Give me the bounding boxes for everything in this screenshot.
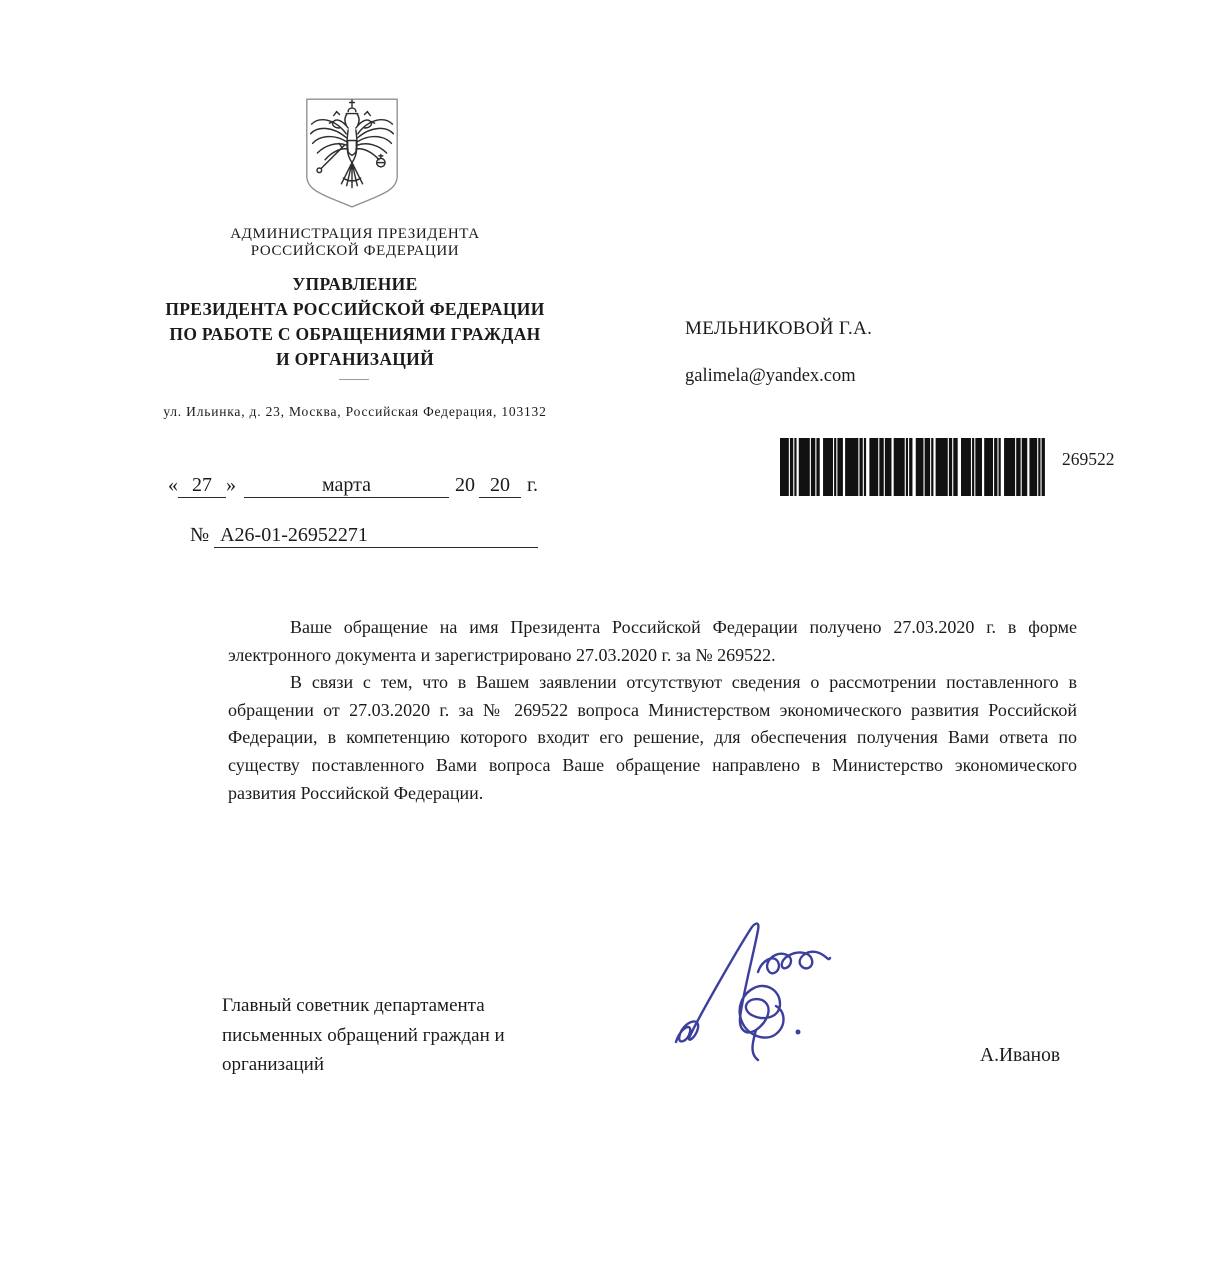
date-close-quote: » <box>226 474 236 496</box>
barcode-bar <box>972 438 974 496</box>
barcode-bar <box>916 438 924 496</box>
barcode-bar <box>936 438 948 496</box>
barcode-bar <box>885 438 892 496</box>
department-name-line1: УПРАВЛЕНИЕ <box>292 274 418 294</box>
department-name-line3: ПО РАБОТЕ С ОБРАЩЕНИЯМИ ГРАЖДАН <box>169 324 541 344</box>
barcode-bar <box>799 438 810 496</box>
barcode-bar <box>909 438 912 496</box>
reference-number-prefix: № <box>190 524 210 546</box>
barcode-bar <box>845 438 858 496</box>
barcode-bar <box>949 438 952 496</box>
letter-body <box>228 614 1077 807</box>
barcode-bar <box>975 438 982 496</box>
barcode-bar <box>869 438 878 496</box>
position-title-line3: организаций <box>222 1054 325 1075</box>
barcode-bar <box>906 438 908 496</box>
barcode-bar <box>984 438 993 496</box>
signature-image <box>662 912 847 1064</box>
signer-name: А.Иванов <box>980 1045 1061 1066</box>
date-suffix: г. <box>527 474 538 496</box>
barcode-number: 269522 <box>1062 449 1115 469</box>
barcode-bar <box>879 438 883 496</box>
barcode-bar <box>859 438 862 496</box>
barcode-bar <box>837 438 843 496</box>
date-open-quote: « <box>168 474 178 496</box>
body-paragraph-1: Ваше обращение на имя Президента Российской Федерации получено 27.03.2020 г. в форме электронного документа и зарегистрировано 27.03.2020 г. за № 269522. <box>228 617 1077 665</box>
barcode-bar <box>794 438 796 496</box>
barcode-bar <box>994 438 997 496</box>
barcode-bar <box>790 438 793 496</box>
barcode-bar <box>811 438 815 496</box>
letterhead-divider <box>339 379 369 380</box>
barcode-bar <box>953 438 957 496</box>
department-name-line2: ПРЕЗИДЕНТА РОССИЙСКОЙ ФЕДЕРАЦИИ <box>165 299 545 319</box>
signature-path <box>676 924 830 1060</box>
date-century: 20 <box>455 474 475 496</box>
organization-name <box>125 226 585 260</box>
barcode-bar <box>1016 438 1020 496</box>
barcode-bar <box>780 438 789 496</box>
date-year-value: 20 <box>479 474 521 498</box>
reference-number-value: А26-01-26952271 <box>214 524 538 548</box>
date-line <box>168 474 538 498</box>
organization-name-line1: АДМИНИСТРАЦИЯ ПРЕЗИДЕНТА <box>230 226 480 242</box>
organization-name-line2: РОССИЙСКОЙ ФЕДЕРАЦИИ <box>250 243 460 259</box>
coat-of-arms-icon <box>302 94 402 212</box>
position-title-line1: Главный советник департамента <box>222 995 485 1016</box>
barcode-bar <box>864 438 866 496</box>
barcode <box>780 438 1046 496</box>
date-day-value: 27 <box>178 474 226 498</box>
body-paragraph-2: В связи с тем, что в Вашем заявлении отсутствуют сведения о рассмотрении поставленного в обращении от 27.03.2020 г. за № 269522 вопроса Министерством экономического развития Российской Федерации, в компетенцию которого входит его решение, для обеспечения получения Вами ответа по существу поставленного Вами вопроса Ваше обращение направлено в Министерство экономического развития Российской Федерации. <box>228 672 1077 803</box>
barcode-bar <box>1038 438 1040 496</box>
barcode-bar <box>925 438 931 496</box>
reference-number-line <box>190 524 538 548</box>
department-name <box>125 272 585 372</box>
barcode-bar <box>1029 438 1037 496</box>
addressee-name: МЕЛЬНИКОВОЙ Г.А. <box>685 318 873 339</box>
barcode-bar <box>816 438 819 496</box>
signature-dot <box>796 1030 801 1035</box>
barcode-bar <box>1022 438 1028 496</box>
barcode-bar <box>823 438 833 496</box>
barcode-bar <box>961 438 971 496</box>
addressee-email: galimela@yandex.com <box>685 366 856 386</box>
barcode-bar <box>894 438 905 496</box>
barcode-bar <box>1004 438 1015 496</box>
organization-address: ул. Ильинка, д. 23, Москва, Российская Федерация, 103132 <box>163 404 547 419</box>
barcode-bar <box>931 438 933 496</box>
position-title <box>222 991 622 1080</box>
position-title-line2: письменных обращений граждан и <box>222 1024 505 1046</box>
barcode-bar <box>1042 438 1045 496</box>
barcode-bar <box>834 438 836 496</box>
department-name-line4: И ОРГАНИЗАЦИЙ <box>276 349 434 369</box>
barcode-bar <box>999 438 1001 496</box>
date-month-value: марта <box>244 474 449 498</box>
